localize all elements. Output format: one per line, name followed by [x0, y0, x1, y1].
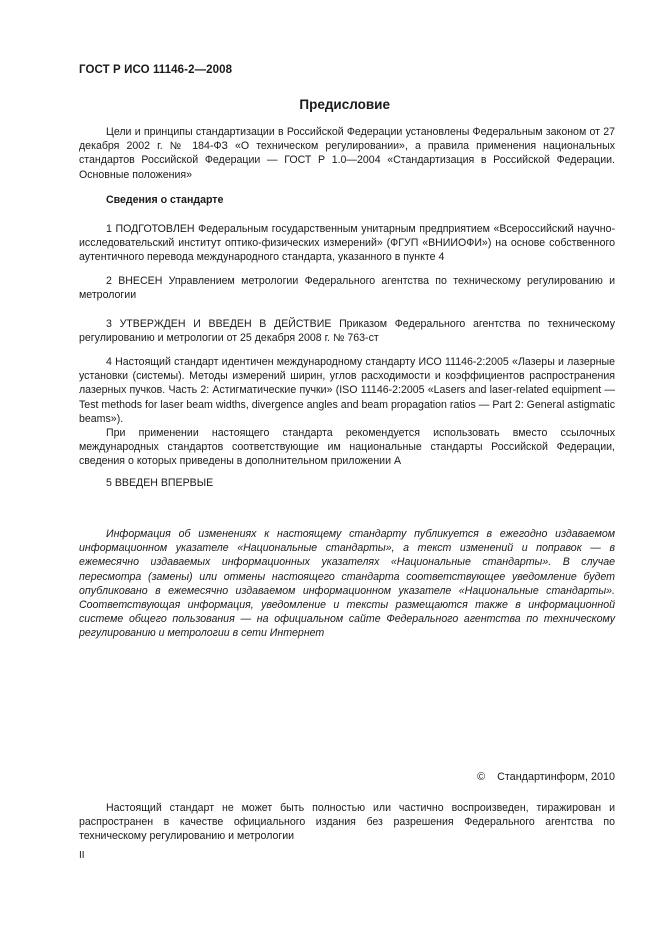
item-5	[79, 476, 615, 490]
item-1	[79, 222, 615, 265]
item-4	[79, 355, 615, 469]
item-1-text: 1 ПОДГОТОВЛЕН Федеральным государственным унитарным предприятием «Всероссийский научно-исследовательский институт оптико-физических измерений» (ФГУП «ВНИИОФИ») на основе собственного аутентичного перевода международного стандарта, указанного в пункте 4	[79, 223, 615, 264]
intro-text: Цели и принципы стандартизации в Российской Федерации установлены Федеральным законом от 27 декабря 2002 г. № 184-ФЗ «О техническом регулировании», а правила применения национальных стандартов Российской Федерации — ГОСТ Р 1.0—2004 «Стандартизация в Российской Федерации. Основные положения»	[79, 126, 615, 181]
item-2-text: 2 ВНЕСЕН Управлением метрологии Федерального агентства по техническому регулированию и метрологии	[79, 275, 615, 302]
copyright-line	[477, 771, 615, 783]
info-notice	[79, 527, 615, 641]
intro-paragraph	[79, 125, 615, 182]
item-5-text: 5 ВВЕДЕН ВПЕРВЫЕ	[106, 477, 214, 489]
copyright-text: Стандартинформ, 2010	[497, 771, 615, 783]
section-heading: Сведения о стандарте	[106, 194, 224, 206]
item-3-text: 3 УТВЕРЖДЕН И ВВЕДЕН В ДЕЙСТВИЕ Приказом Федерального агентства по техническому регулированию и метрологии от 25 декабря 2008 г. № 763-ст	[79, 318, 615, 345]
item-2	[79, 274, 615, 302]
item-4-note: При применении настоящего стандарта рекомендуется использовать вместо ссылочных международных стандартов соответствующие им национальные стандарты Российской Федерации, сведения о которых приведены в дополнительном приложении А	[79, 427, 615, 468]
item-4-text: 4 Настоящий стандарт идентичен международному стандарту ИСО 11146-2:2005 «Лазеры и лазерные установки (системы). Методы измерений ширин, углов расходимости и коэффициентов распространения лазерных пучков. Часть 2: Астигматические пучки» (ISO 11146-2:2005 «Lasers and laser-related equipment — Test methods for laser beam widths, divergence angles and beam propagation ratios — Part 2: General astigmatic beams»).	[79, 356, 615, 425]
page-number: II	[79, 850, 85, 861]
item-3	[79, 317, 615, 345]
copyright-symbol: ©	[477, 771, 486, 783]
footer-notice-text: Настоящий стандарт не может быть полностью или частично воспроизведен, тиражирован и распространен в качестве официального издания без разрешения Федерального агентства по техническому регулированию и метрологии	[79, 802, 615, 843]
page-title: Предисловие	[299, 97, 390, 112]
footer-notice	[79, 801, 615, 844]
standard-code-header: ГОСТ Р ИСО 11146-2—2008	[79, 64, 233, 76]
info-notice-text: Информация об изменениях к настоящему стандарту публикуется в ежегодно издаваемом информационном указателе «Национальные стандарты», а текст изменений и поправок — в ежемесячно издаваемых информационных указателях «Национальные стандарты». В случае пересмотра (замены) или отмены настоящего стандарта соответствующее уведомление будет опубликовано в ежемесячно издаваемом информационном указателе «Национальные стандарты». Соответствующая информация, уведомление и тексты размещаются также в информационной системе общего пользования — на официальном сайте Федерального агентства по техническому регулированию и метрологии в сети Интернет	[79, 528, 615, 640]
